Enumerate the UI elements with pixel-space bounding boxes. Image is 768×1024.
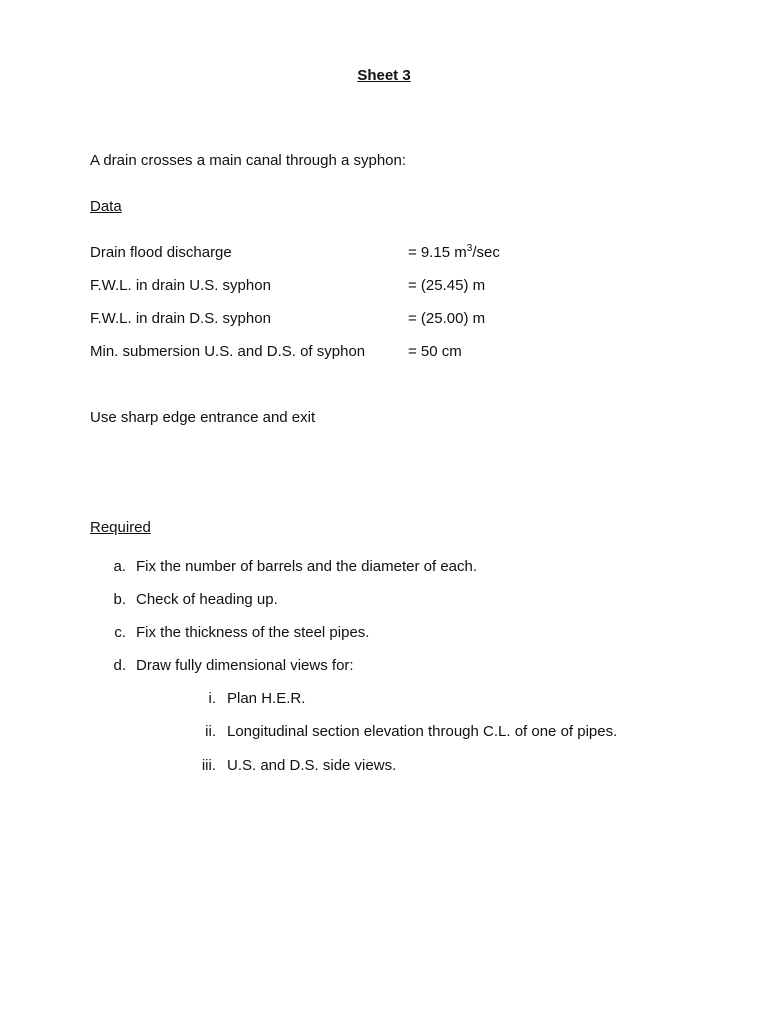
list-item: Check of heading up.	[136, 591, 278, 608]
data-label: Drain flood discharge	[90, 244, 232, 261]
intro-text: A drain crosses a main canal through a syphon:	[90, 152, 407, 169]
sub-list-item: U.S. and D.S. side views.	[227, 757, 397, 774]
required-heading: Required	[90, 519, 151, 536]
data-label: F.W.L. in drain U.S. syphon	[90, 277, 271, 294]
list-marker: a.	[113, 558, 126, 575]
list-item: Fix the number of barrels and the diameter of each.	[136, 558, 478, 575]
page-title: Sheet 3	[357, 67, 411, 84]
data-label: F.W.L. in drain D.S. syphon	[90, 310, 271, 327]
list-item: Fix the thickness of the steel pipes.	[136, 624, 370, 641]
data-label: Min. submersion U.S. and D.S. of syphon	[90, 343, 366, 360]
note-text: Use sharp edge entrance and exit	[90, 409, 316, 426]
list-marker: c.	[114, 624, 126, 641]
data-value: = (25.45) m	[408, 277, 486, 294]
sub-list-marker: iii.	[201, 757, 216, 774]
list-item: Draw fully dimensional views for:	[136, 657, 354, 674]
data-value: = 9.15 $m^3/\sec$	[408, 243, 500, 261]
sub-list-marker: ii.	[205, 723, 216, 740]
data-value: = 50 cm	[408, 343, 462, 360]
list-marker: d.	[113, 657, 126, 674]
sub-list-marker: i.	[208, 690, 216, 707]
sub-list-item: Plan H.E.R.	[227, 690, 306, 707]
data-value: = (25.00) m	[408, 310, 486, 327]
data-heading: Data	[90, 198, 122, 215]
list-marker: b.	[113, 591, 126, 608]
sub-list-item: Longitudinal section elevation through C.L. of one of pipes.	[227, 723, 618, 740]
